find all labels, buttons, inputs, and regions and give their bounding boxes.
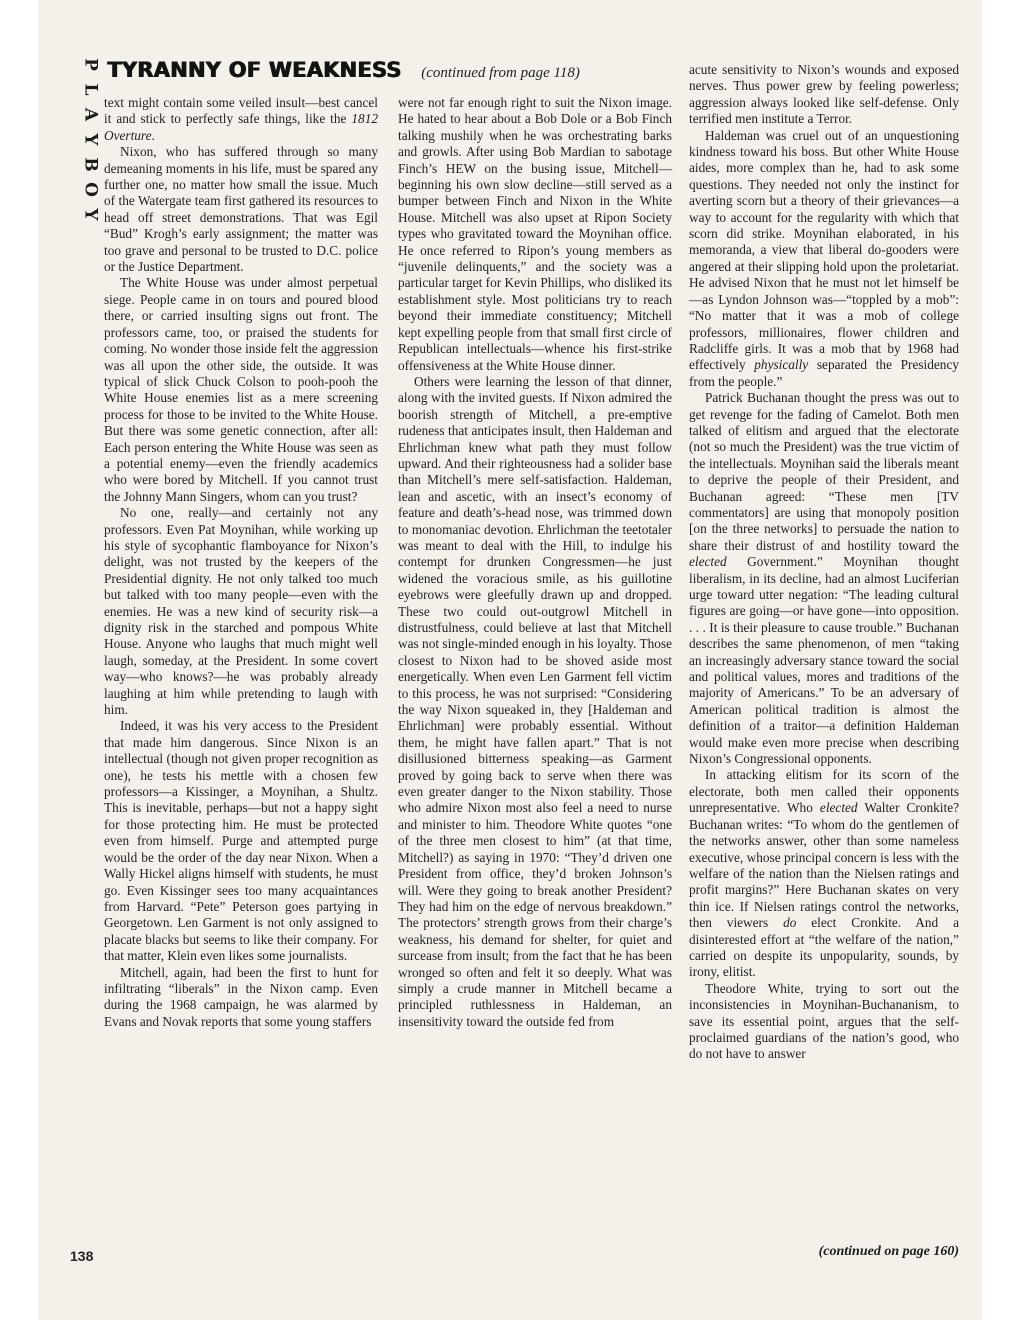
article-paragraph: The White House was under almost perpetual siege. People came in on tours and poured blood there, or carried insulting signs out front. The professors came, too, or praised the students for coming. No wonder those inside felt the aggression was all upon the other side, the outside. It was typical of slick Chuck Colson to pooh-pooh the White House enemies list as a mere screening process for those to be invited to the White House. But there was some genetic connection, after all: Each person entering the White House was seen as a potential enemy—even the friendly academics who were bored by Mitchell. If you cannot trust the Johnny Mann Singers, whom can you trust? <box>104 275 378 504</box>
article-paragraph: Patrick Buchanan thought the press was out to get revenge for the fading of Camelot. Both men talked of elitism and argued that the electorate (not so much the President) was the true victim of the intellectuals. Moynihan said the liberals meant to deprive the people of their President, and Buchanan agreed: “These men [TV commentators] are using that monopoly position [on the three networks] to persuade the nation to share their distrust of and hostility toward the elected Government.” Moynihan thought liberalism, in its decline, had an almost Luciferian urge toward utter negation: “The leading cultural figures are going—or have gone—into opposition. . . . It is their pleasure to cause trouble.” Buchanan describes the same phenomenon, of men “taking an increasingly adversary stance toward the social and political values, mores and traditions of the majority of Americans.” To be an adversary of American political tradition is almost the definition of a traitor—a definition Haldeman would make even more precise when describing Nixon’s Congressional opponents. <box>689 390 959 767</box>
article-header <box>107 58 667 90</box>
article-paragraph: Nixon, who has suffered through so many demeaning moments in his life, must be spared any further one, no matter how small the issue. Much of the Watergate team first gathered its resources to head off street demonstrations. That was Egil “Bud” Krogh’s early assignment; the matter was too grave and personal to be trusted to D.C. police or the Justice Department. <box>104 144 378 275</box>
text-column-1 <box>104 95 378 1030</box>
article-paragraph: Haldeman was cruel out of an unquestioning kindness toward his boss. But other White House aides, more complex than he, had to ask some questions. They needed not only the instinct for averting scorn but a theory of their grievances—a way to account for the regularity with which that scorn did strike. Moynihan elaborated, in his memoranda, a view that liberal do-gooders were angered at their slipping hold upon the proletariat. He advised Nixon that he must not let himself be—as Lyndon Johnson was—“toppled by a mob”: “No matter that it was a mob of college professors, millionaires, flower children and Radcliffe girls. It was a mob that by 1968 had effectively physically separated the Presidency from the people.” <box>689 127 959 389</box>
text-column-2 <box>398 95 672 1030</box>
logo-letter: O <box>80 182 101 197</box>
article-paragraph: In attacking elitism for its scorn of the electorate, both men called their opponents unrepresentative. Who elected Walter Cronkite? Buchanan writes: “To whom do the gentlemen of the networks answer, other than some nameless executive, whose principal concern is less with the welfare of the nation than the Nielsen ratings and profit margins?” Here Buchanan skates on very thin ice. If Nielsen ratings control the networks, then viewers do elect Cronkite. And a disinterested effort at “the welfare of the nation,” carried on despite its unpopularity, sounds, by irony, elitist. <box>689 767 959 980</box>
article-paragraph: Theodore White, trying to sort out the inconsistencies in Moynihan-Buchananism, to save its essential point, argues that the self-proclaimed guardians of the nation’s good, who do not have to answer <box>689 980 959 1062</box>
article-paragraph: Indeed, it was his very access to the President that made him dangerous. Since Nixon is an intellectual (though not given proper recognition as one), he tests his mettle with a chosen few professors—a Kissinger, a Moynihan, a Shultz. This is inevitable, perhaps—but not a happy sight for those protecting him. He must be protected even from himself. Purge and attempted purge would be the order of the day near Nixon. When a Wally Hickel aligns himself with students, he must go. Even Kissinger sees too many acquaintances from Harvard. “Pete” Peterson goes partying in Georgetown. Len Garment is not only assigned to placate blacks but seems to like their company. For that matter, Klein even likes some journalists. <box>104 718 378 964</box>
article-paragraph: Mitchell, again, had been the first to hunt for infiltrating “liberals” in the Nixon camp. Even during the 1968 campaign, he was alarmed by Evans and Novak reports that some young staffers <box>104 964 378 1029</box>
article-paragraph: Others were learning the lesson of that dinner, along with the invited guests. If Nixon admired the boorish strength of Mitchell, a pre-emptive rudeness that anticipates insult, then Haldeman and Ehrlichman knew what path they must follow upward. And their righteousness had a solider base than Mitchell’s mere self-satisfaction. Haldeman, lean and ascetic, with an insect’s economy of feature and death’s-head nose, was trimmed down to monomaniac devotion. Ehrlichman the teetotaler was meant to deal with the Hill, to indulge his contempt for drunken Congressmen—he just widened the voracious smile, as his guillotine eyebrows were gleefully drawn up and dropped. These two could out-outgrowl Mitchell in distrustfulness, could believe at last that Mitchell was not single-minded enough in his loyalty. Those closest to Nixon had to be shoved aside most energetically. When even Len Garment fell victim to this process, he was not surprised: “Considering the way Nixon squeaked in, they [Haldeman and Ehrlichman] were probably essential. Without them, he might have fallen apart.” That is not disillusioned bitterness speaking—as Garment proved by going back to serve when there was even greater danger to the Nixon stability. Those who admire Nixon most also feel a need to nurse and minister to him. Theodore White quotes “one of the three men closest to him” (at that time, Mitchell?) as saying in 1970: “They’d driven one President from office, they’d broken Johnson’s will. Were they going to break another President? They had him on the edge of nervous breakdown.” The protectors’ strength grows from their charge’s weakness, his demand for shelter, for quiet and surcease from insult; from the fact that he has been wronged so often and felt it so deeply. What was simply a crude manner in Mitchell became a principled ruthlessness in Haldeman, an insensitivity toward the outside fed from <box>398 373 672 1029</box>
logo-letter: Y <box>80 133 101 146</box>
article-paragraph: acute sensitivity to Nixon’s wounds and exposed nerves. Thus power grew by feeling powerless; aggression always looked like self-defense. Only terrified men institute a Terror. <box>689 62 959 127</box>
continued-from-note: (continued from page 118) <box>421 65 580 81</box>
continued-on-note: (continued on page 160) <box>818 1244 959 1259</box>
logo-letter: P <box>80 58 101 71</box>
logo-letter: B <box>80 157 101 172</box>
article-paragraph: text might contain some veiled insult—best cancel it and stick to perfectly safe things, like the 1812 Overture. <box>104 95 378 143</box>
logo-letter: Y <box>80 208 101 221</box>
logo-letter: L <box>80 83 101 96</box>
article-headline: TYRANNY OF WEAKNESS <box>107 58 402 82</box>
logo-letter: A <box>80 107 101 122</box>
page-number: 138 <box>70 1248 94 1264</box>
text-column-3 <box>689 62 959 1063</box>
magazine-logo <box>76 52 104 227</box>
article-paragraph: were not far enough right to suit the Nixon image. He hated to hear about a Bob Dole or a Bob Finch talking mushily when he was orchestrating barks and growls. After using Bob Mardian to sabotage Finch’s HEW on the busing issue, Mitchell—beginning his own slow decline—still served as a bumper between Finch and Nixon in the White House. Mitchell was also upset at Ripon Society types who gravitated toward the Moynihan office. He once referred to Ripon’s young members as “juvenile delinquents,” and the society was a particular target for Kevin Phillips, who disliked its establishment style. Most politicians try to reach beyond their immediate constituency; Mitchell kept expelling people from that small first circle of Republican intellectuals—whence his first-strike offensiveness at the White House dinner. <box>398 95 672 373</box>
article-paragraph: No one, really—and certainly not any professors. Even Pat Moynihan, while working up his style of sycophantic flamboyance for Nixon’s delight, was not trusted by the keepers of the Presidential dignity. He not only talked too much but talked with too many people—even with the enemies. He was a new kind of security risk—a dignity risk in the starched and pompous White House. Anyone who laughs that much might well laugh, someday, at the President. In some covert way—who knows?—he was probably already laughing at him while pretending to laugh with him. <box>104 505 378 718</box>
